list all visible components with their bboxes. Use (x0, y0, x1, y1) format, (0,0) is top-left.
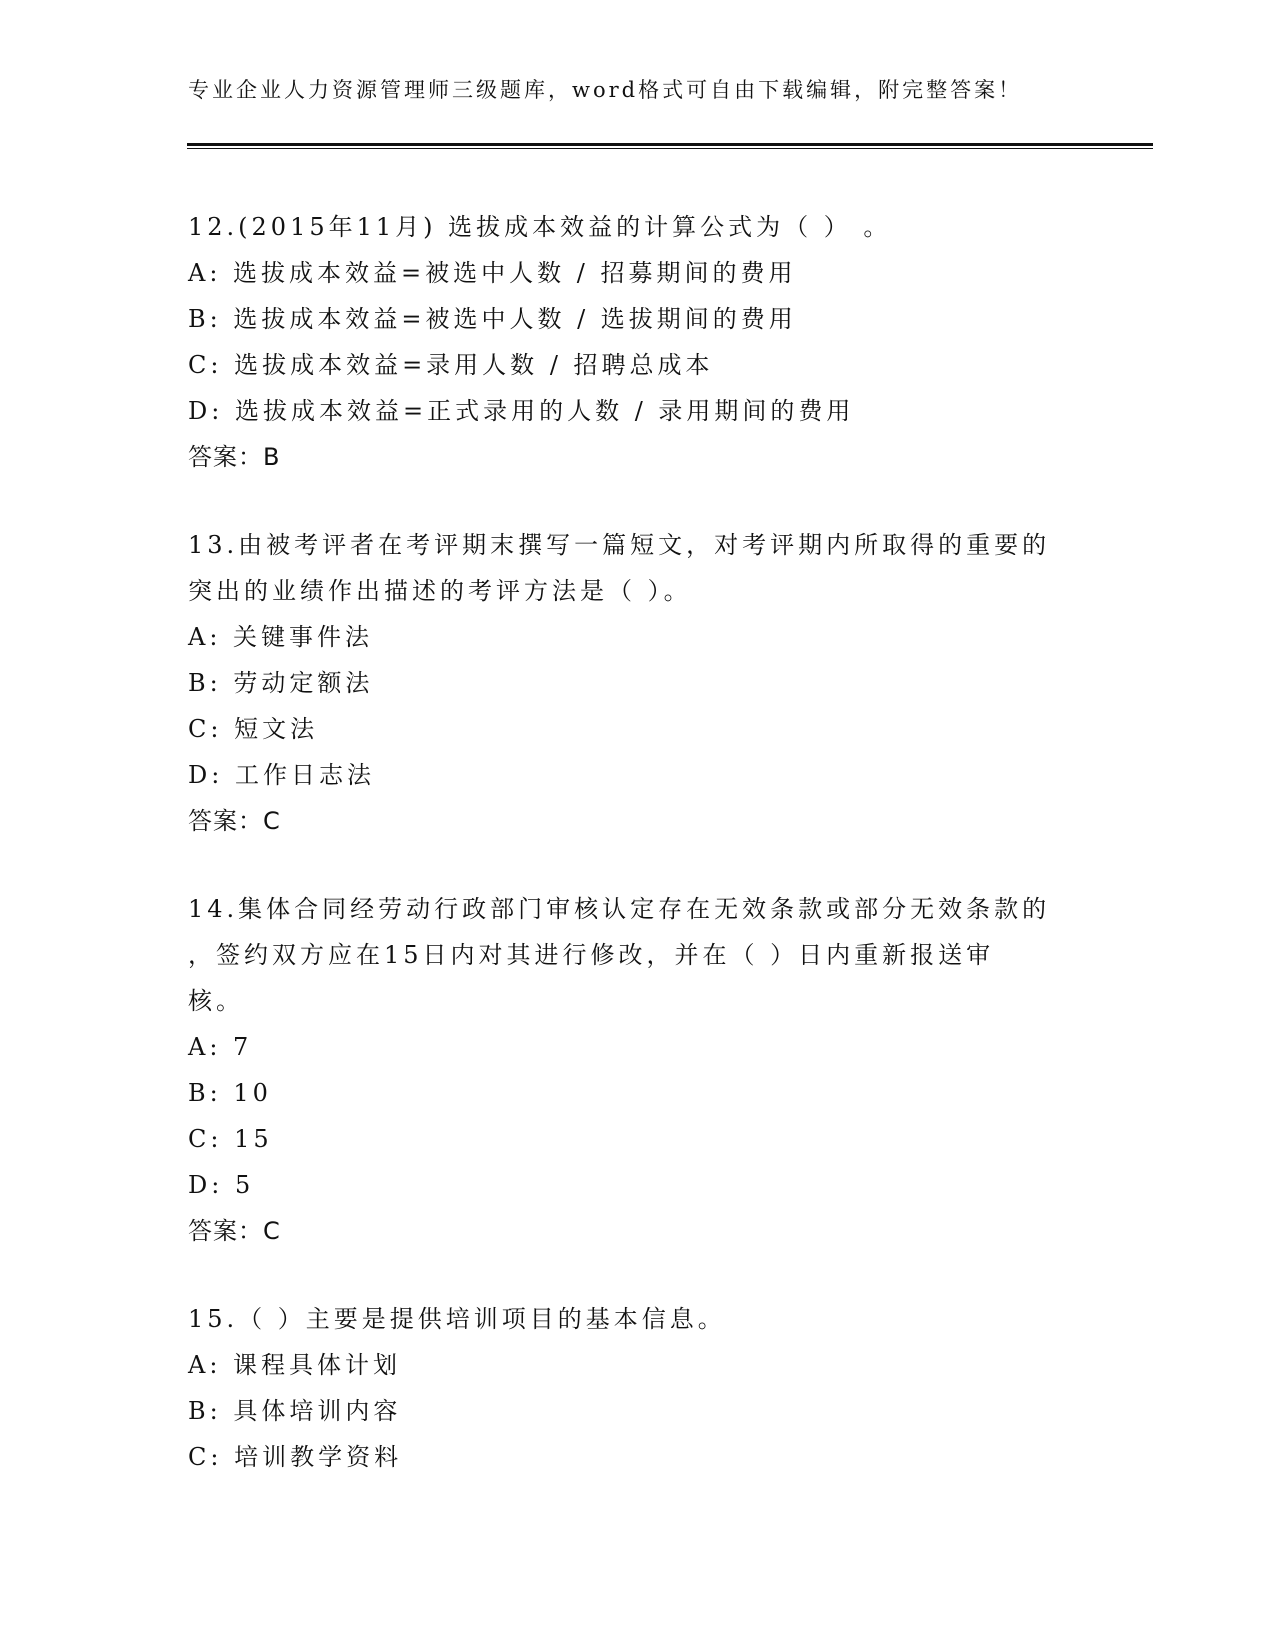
option-c: C: 培训教学资料 (188, 1443, 403, 1471)
question-stem: ，签约双方应在15日内对其进行修改，并在（ ）日内重新报送审 (188, 941, 995, 969)
question-stem: 12.(2015年11月) 选拔成本效益的计算公式为（ ） 。 (188, 213, 892, 241)
question-14 (188, 886, 1088, 1254)
question-stem: 13.由被考评者在考评期末撰写一篇短文，对考评期内所取得的重要的 (188, 531, 1051, 559)
question-stem: 突出的业绩作出描述的考评方法是（ ）。 (188, 577, 692, 605)
option-b: B: 劳动定额法 (188, 669, 374, 697)
header-rule-thick (187, 143, 1153, 146)
option-d: D: 工作日志法 (188, 761, 375, 789)
question-12 (188, 204, 1088, 480)
option-b: B: 选拔成本效益=被选中人数 / 选拔期间的费用 (188, 305, 797, 333)
question-13 (188, 522, 1088, 844)
option-a: A: 选拔成本效益=被选中人数 / 招募期间的费用 (188, 259, 797, 287)
question-stem: 14.集体合同经劳动行政部门审核认定存在无效条款或部分无效条款的 (188, 895, 1051, 923)
question-stem: 核。 (188, 987, 244, 1015)
option-d: D: 5 (188, 1171, 255, 1199)
option-b: B: 10 (188, 1079, 272, 1107)
option-d: D: 选拔成本效益=正式录用的人数 / 录用期间的费用 (188, 397, 855, 425)
page-header: 专业企业人力资源管理师三级题库，word格式可自由下载编辑，附完整答案！ (188, 78, 1023, 102)
answer-label: 答案：C (188, 1217, 281, 1245)
option-a: A: 7 (188, 1033, 253, 1061)
option-b: B: 具体培训内容 (188, 1397, 402, 1425)
option-a: A: 课程具体计划 (188, 1351, 402, 1379)
option-a: A: 关键事件法 (188, 623, 374, 651)
question-list (188, 204, 1088, 1522)
question-15 (188, 1296, 1088, 1480)
option-c: C: 15 (188, 1125, 273, 1153)
option-c: C: 短文法 (188, 715, 319, 743)
question-stem: 15.（ ）主要是提供培训项目的基本信息。 (188, 1305, 726, 1333)
answer-label: 答案：B (188, 443, 281, 471)
header-rule-thin (187, 148, 1153, 149)
answer-label: 答案：C (188, 807, 281, 835)
option-c: C: 选拔成本效益=录用人数 / 招聘总成本 (188, 351, 714, 379)
